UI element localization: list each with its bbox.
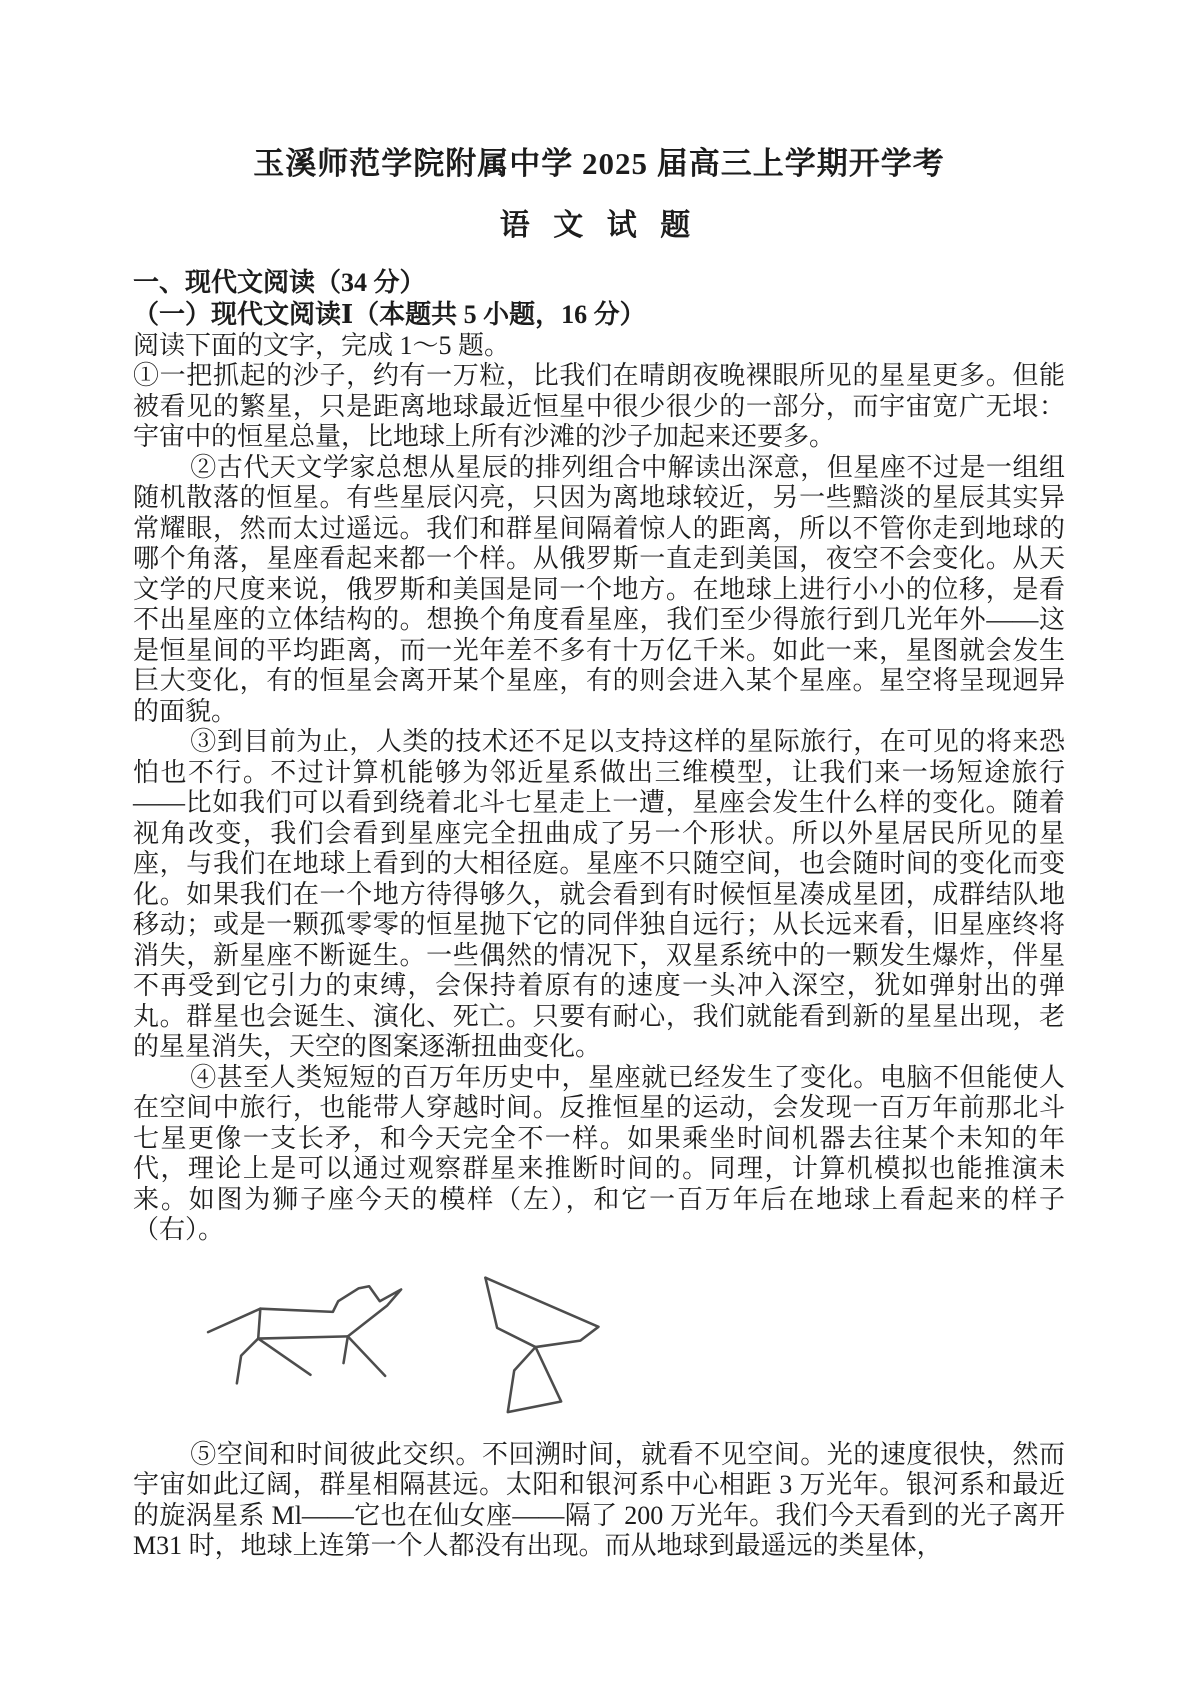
passage-paragraph-5: ⑤空间和时间彼此交织。不回溯时间，就看不见空间。光的速度很快，然而宇宙如此辽阔，群星相隔甚远。太阳和银河系中心相距 3 万光年。银河系和最近的旋涡星系 Ml——它也在仙女座——隔了 200 万光年。我们今天看到的光子离开 M31 时，地球上连第一个人都没有出现。而从地球到最遥远的类星体， [133,1439,1065,1560]
section-heading-modern-reading: 一、现代文阅读（34 分） [133,268,426,297]
reading-instruction: 阅读下面的文字，完成 1～5 题。 [133,331,511,360]
leo-today-figure [208,1286,401,1383]
passage-paragraph-4: ④甚至人类短短的百万年历史中，星座就已经发生了变化。电脑不但能使人在空间中旅行，也能带人穿越时间。反推恒星的运动，会发现一百万年前那北斗七星更像一支长矛，和今天完全不一样。如果乘坐时间机器去往某个未知的年代，理论上是可以通过观察群星来推断时间的。同理，计算机模拟也能推演未来。如图为狮子座今天的模样（左），和它一百万年后在地球上看起来的样子（右）。 [133,1062,1065,1244]
paper-subtitle: 语 文 试 题 [499,209,699,242]
subsection-heading-reading-1: （一）现代文阅读Ⅰ（本题共 5 小题，16 分） [133,300,646,329]
constellation-figure-svg [185,1266,645,1426]
paper-title: 玉溪师范学院附属中学 2025 届高三上学期开学考 [253,146,945,181]
passage-paragraph-3: ③到目前为止，人类的技术还不足以支持这样的星际旅行，在可见的将来恐怕也不行。不过计算机能够为邻近星系做出三维模型，让我们来一场短途旅行——比如我们可以看到绕着北斗七星走上一遭，星座会发生什么样的变化。随着视角改变，我们会看到星座完全扭曲成了另一个形状。所以外星居民所见的星座，与我们在地球上看到的大相径庭。星座不只随空间，也会随时间的变化而变化。如果我们在一个地方待得够久，就会看到有时候恒星凑成星团，成群结队地移动；或是一颗孤零零的恒星抛下它的同伴独自远行；从长远来看，旧星座终将消失，新星座不断诞生。一些偶然的情况下，双星系统中的一颗发生爆炸，伴星不再受到它引力的束缚，会保持着原有的速度一头冲入深空，犹如弹射出的弹丸。群星也会诞生、演化、死亡。只要有耐心，我们就能看到新的星星出现，老的星星消失，天空的图案逐渐扭曲变化。 [133,727,1065,1061]
constellation-figure [185,1266,645,1426]
leo-future-figure [485,1277,598,1411]
passage-paragraph-2: ②古代天文学家总想从星辰的排列组合中解读出深意，但星座不过是一组组随机散落的恒星。有些星辰闪亮，只因为离地球较近，另一些黯淡的星辰其实异常耀眼，然而太过遥远。我们和群星间隔着惊人的距离，所以不管你走到地球的哪个角落，星座看起来都一个样。从俄罗斯一直走到美国，夜空不会变化。从天文学的尺度来说，俄罗斯和美国是同一个地方。在地球上进行小小的位移，是看不出星座的立体结构的。想换个角度看星座，我们至少得旅行到几光年外——这是恒星间的平均距离，而一光年差不多有十万亿千米。如此一来，星图就会发生巨大变化，有的恒星会离开某个星座，有的则会进入某个星座。星空将呈现迥异的面貌。 [133,452,1065,726]
passage-paragraph-1: ①一把抓起的沙子，约有一万粒，比我们在晴朗夜晚裸眼所见的星星更多。但能被看见的繁星，只是距离地球最近恒星中很少很少的一部分，而宇宙宽广无垠：宇宙中的恒星总量，比地球上所有沙滩的沙子加起来还要多。 [133,361,1065,451]
